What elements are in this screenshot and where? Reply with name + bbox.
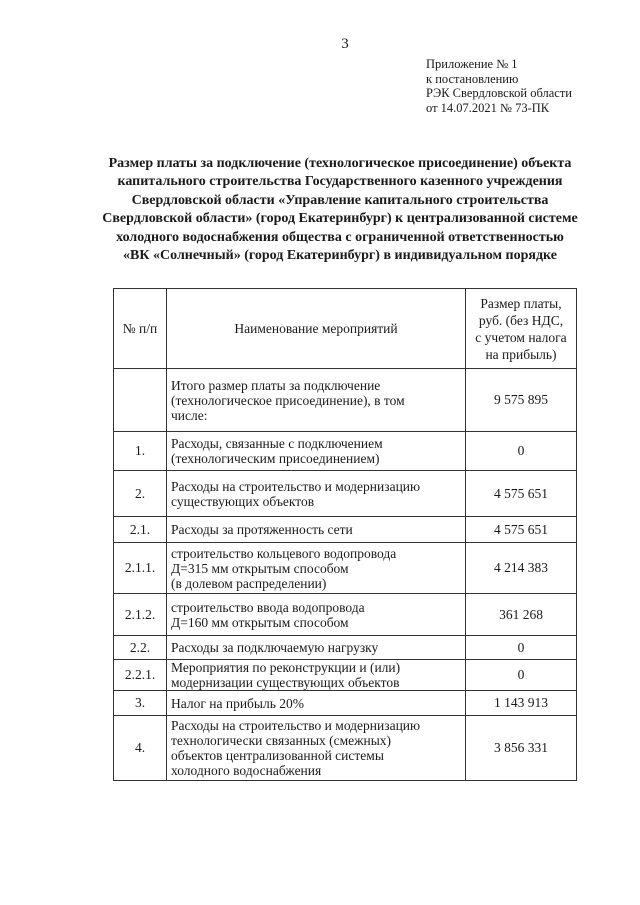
row-number: 2.1.2.	[114, 594, 167, 636]
row-number: 3.	[114, 691, 167, 716]
table-row	[114, 691, 577, 716]
table-row	[114, 517, 577, 543]
appendix-line: Приложение № 1	[426, 57, 518, 71]
title-line: холодного водоснабжения общества с ограниченной ответственностью	[116, 229, 564, 245]
row-description	[167, 543, 466, 594]
row-description-line: Расходы, связанные с подключением	[171, 436, 383, 451]
row-description-line: (технологическое присоединение), в том	[171, 392, 405, 408]
title-line: «ВК «Солнечный» (город Екатеринбург) в индивидуальном порядке	[123, 248, 557, 264]
header-cost-line: Размер платы,	[480, 295, 562, 311]
row-description-line: Расходы за подключаемую нагрузку	[171, 640, 379, 655]
row-description	[167, 716, 466, 781]
row-description-line: Расходы на строительство и модернизацию	[171, 478, 421, 494]
title-line: Свердловской области «Управление капитального строительства	[131, 192, 549, 208]
row-cost: 0	[466, 432, 577, 471]
row-description-line: объектов централизованной системы	[171, 748, 384, 763]
table-row	[114, 369, 577, 432]
row-number: 2.2.	[114, 636, 167, 660]
row-description	[167, 636, 466, 660]
row-description	[167, 471, 466, 517]
header-cost-line: на прибыль)	[485, 346, 557, 362]
appendix-line: от 14.07.2021 № 73-ПК	[426, 100, 550, 115]
document-title	[60, 155, 620, 265]
row-description-line: Итого размер платы за подключение	[171, 377, 381, 393]
header-cost	[466, 289, 577, 369]
row-description-line: Расходы за протяженность сети	[171, 522, 353, 537]
table-row	[114, 636, 577, 660]
row-number: 2.1.	[114, 517, 167, 543]
table-row	[114, 432, 577, 471]
appendix-line: РЭК Свердловской области	[426, 86, 572, 100]
row-description-line: модернизации существующих объектов	[171, 675, 400, 690]
table-row	[114, 543, 577, 594]
row-cost: 9 575 895	[466, 369, 577, 432]
row-description	[167, 594, 466, 636]
row-description-line: строительство ввода водопровода	[171, 599, 365, 615]
row-description	[167, 517, 466, 543]
fee-table	[113, 288, 577, 781]
row-description-line: Мероприятия по реконструкции и (или)	[171, 660, 401, 675]
row-description	[167, 369, 466, 432]
title-line: Свердловской области» (город Екатеринбург) к централизованной системе	[102, 211, 578, 227]
title-line: капитального строительства Государственного казенного учреждения	[117, 174, 563, 190]
row-description-line: строительство кольцевого водопровода	[171, 545, 397, 561]
table-header-row	[114, 289, 577, 369]
row-description-line: существующих объектов	[171, 493, 315, 509]
row-description-line: (технологическим присоединением)	[171, 451, 380, 466]
row-cost: 361 268	[466, 594, 577, 636]
title-line: Размер платы за подключение (технологическое присоединение) объекта	[108, 156, 572, 171]
row-number: 1.	[114, 432, 167, 471]
row-description-line: Д=160 мм открытым способом	[171, 614, 349, 630]
header-name: Наименование мероприятий	[167, 289, 466, 369]
header-num: № п/п	[114, 289, 167, 369]
row-description-line: Д=315 мм открытым способом	[171, 560, 349, 576]
row-description-line: числе:	[171, 407, 208, 423]
row-description	[167, 660, 466, 691]
row-description-line: (в долевом распределении)	[171, 575, 327, 591]
table-body	[114, 369, 577, 781]
row-cost: 1 143 913	[466, 691, 577, 716]
row-cost: 4 575 651	[466, 517, 577, 543]
row-description-line: Налог на прибыль 20%	[171, 695, 305, 711]
table-row	[114, 594, 577, 636]
header-cost-line: руб. (без НДС,	[478, 312, 564, 328]
row-number: 2.1.1.	[114, 543, 167, 594]
appendix-line: к постановлению	[426, 71, 519, 86]
appendix-reference	[426, 57, 572, 115]
row-number: 2.	[114, 471, 167, 517]
table-row	[114, 660, 577, 691]
row-description-line: технологически связанных (смежных)	[171, 733, 392, 748]
row-description	[167, 432, 466, 471]
row-cost: 0	[466, 660, 577, 691]
row-cost: 0	[466, 636, 577, 660]
table-row	[114, 471, 577, 517]
row-number: 2.2.1.	[114, 660, 167, 691]
table-row	[114, 716, 577, 781]
row-number: 4.	[114, 716, 167, 781]
header-cost-line: с учетом налога	[475, 329, 567, 345]
row-cost: 4 214 383	[466, 543, 577, 594]
row-cost: 3 856 331	[466, 716, 577, 781]
row-number	[114, 369, 167, 432]
row-description-line: холодного водоснабжения	[171, 763, 322, 778]
row-description-line: Расходы на строительство и модернизацию	[171, 718, 421, 733]
page-number: 3	[341, 36, 349, 52]
row-cost: 4 575 651	[466, 471, 577, 517]
row-description	[167, 691, 466, 716]
